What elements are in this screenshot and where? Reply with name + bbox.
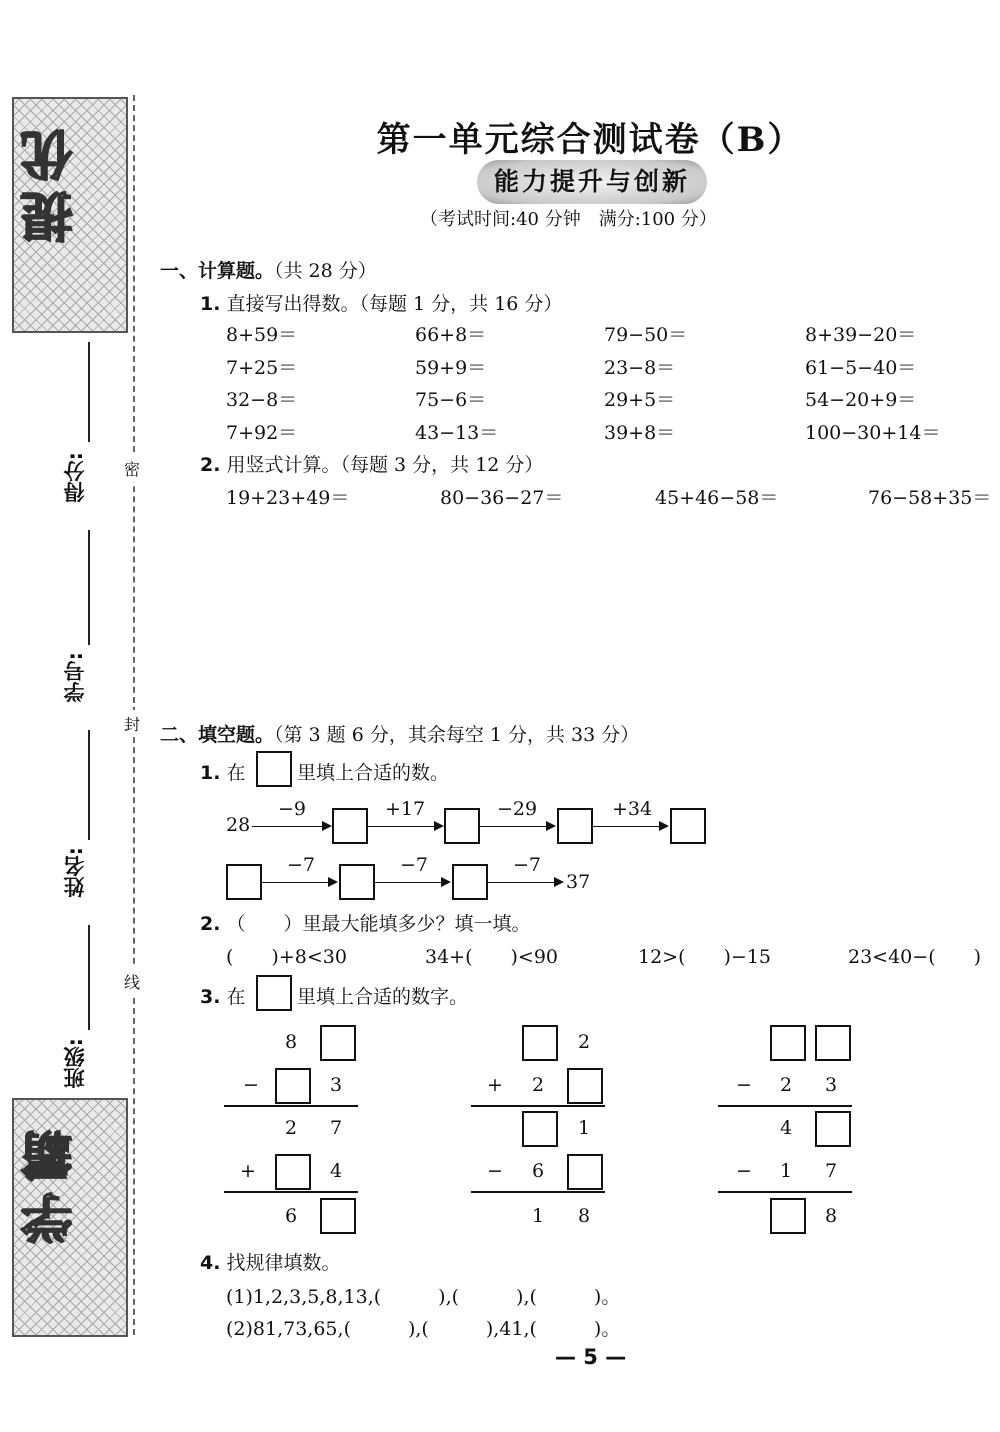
section-1-points: （共 28 分） — [274, 260, 377, 282]
sample-answer-box — [256, 975, 292, 1011]
digit-box[interactable] — [567, 1068, 603, 1104]
s2-q4-text: 找规律填数。 — [226, 1252, 341, 1274]
digit: 2 — [532, 1074, 545, 1096]
digit: 8 — [285, 1031, 298, 1053]
calc-item: 79−50＝ — [604, 324, 688, 346]
answer-box[interactable] — [332, 808, 368, 844]
chain2-end: 37 — [566, 871, 591, 893]
calc-item: 75−6＝ — [415, 389, 487, 411]
digit: 8 — [578, 1205, 591, 1227]
digit: 1 — [780, 1160, 793, 1182]
vertical-calc-item: 80−36−27＝ — [440, 487, 564, 509]
calc-item: 59+9＝ — [415, 357, 487, 379]
s2-q4-num: 4. — [200, 1252, 221, 1274]
chain1-start: 28 — [226, 814, 251, 836]
calc-item: 7+25＝ — [226, 357, 298, 379]
digit-box[interactable] — [320, 1198, 356, 1234]
chain-op: +34 — [612, 798, 653, 820]
seal-char-feng: 封 — [124, 710, 140, 737]
calc-item: 39+8＝ — [604, 422, 676, 444]
chain-arrow — [486, 882, 562, 883]
s2-q4-prompt — [200, 1248, 341, 1275]
badge-bottom-text: 学霸 — [22, 1120, 82, 1244]
calc-item: 8+39−20＝ — [805, 324, 917, 346]
digit: 2 — [780, 1074, 793, 1096]
calc-item: 100−30+14＝ — [805, 422, 941, 444]
s2-q1-prompt — [200, 758, 246, 785]
s2-q3-prompt — [200, 982, 246, 1009]
digit-box[interactable] — [320, 1025, 356, 1061]
digit-box[interactable] — [770, 1198, 806, 1234]
student-id-field-line[interactable] — [88, 730, 90, 840]
digit: 3 — [825, 1074, 838, 1096]
section-2-heading — [160, 720, 639, 747]
chain-op: −29 — [497, 798, 538, 820]
s1-q1-text: 直接写出得数。（每题 1 分，共 16 分） — [226, 293, 563, 315]
s2-q1-text-before: 在 — [226, 762, 246, 784]
inequality-item: 12>( )−15 — [638, 946, 772, 968]
score-label: 得分: — [63, 452, 87, 503]
s2-q1-num: 1. — [200, 762, 221, 784]
calc-item: 32−8＝ — [226, 389, 298, 411]
s1-q2-text: 用竖式计算。（每题 3 分，共 12 分） — [226, 454, 544, 476]
name-label: 姓名: — [63, 847, 87, 898]
digit-box[interactable] — [770, 1025, 806, 1061]
score-field-line[interactable] — [88, 530, 90, 645]
vertical-calc-item: 45+46−58＝ — [655, 487, 779, 509]
vertical-calc-item: 76−58+35＝ — [868, 487, 992, 509]
section-1-heading — [160, 256, 377, 283]
digit: 1 — [578, 1117, 591, 1139]
digit-box[interactable] — [815, 1025, 851, 1061]
sum-line — [718, 1191, 852, 1193]
chain-arrow — [252, 826, 330, 827]
s2-q2-text: （ ）里最大能填多少？填一填。 — [226, 913, 531, 935]
operator: − — [243, 1074, 259, 1096]
s2-q3-num: 3. — [200, 986, 221, 1008]
seal-char-xian: 线 — [124, 968, 140, 995]
digit: 3 — [330, 1074, 343, 1096]
name-field-line[interactable] — [88, 925, 90, 1030]
sum-line — [224, 1191, 358, 1193]
subtitle-banner: 能力提升与创新 — [477, 160, 707, 204]
sum-line — [471, 1191, 605, 1193]
s1-q1-num: 1. — [200, 293, 221, 315]
sum-line — [224, 1105, 358, 1107]
calc-item: 61−5−40＝ — [805, 357, 917, 379]
calc-item: 66+8＝ — [415, 324, 487, 346]
calc-item: 43−13＝ — [415, 422, 499, 444]
class-label: 班级: — [63, 1038, 87, 1089]
section-1-title: 一、计算题。 — [160, 260, 275, 282]
digit: 4 — [780, 1117, 793, 1139]
operator: + — [487, 1074, 503, 1096]
digit: 6 — [532, 1160, 545, 1182]
inequality-item: 23<40−( ) — [848, 946, 982, 968]
answer-box[interactable] — [557, 808, 593, 844]
chain-arrow — [366, 826, 442, 827]
chain-op: −7 — [287, 854, 316, 876]
calc-item: 54−20+9＝ — [805, 389, 917, 411]
score-underline — [88, 342, 90, 442]
section-2-points: （第 3 题 6 分，其余每空 1 分，共 33 分） — [274, 724, 640, 746]
digit: 6 — [285, 1205, 298, 1227]
digit-box[interactable] — [522, 1025, 558, 1061]
chain-arrow — [478, 826, 554, 827]
digit: 2 — [578, 1031, 591, 1053]
digit: 8 — [825, 1205, 838, 1227]
answer-box[interactable] — [226, 864, 262, 900]
s1-q2-num: 2. — [200, 454, 221, 476]
digit-box[interactable] — [275, 1154, 311, 1190]
operator: − — [736, 1074, 752, 1096]
answer-box[interactable] — [452, 864, 488, 900]
chain-arrow — [591, 826, 667, 827]
student-id-label: 学号: — [63, 652, 87, 703]
answer-box[interactable] — [670, 808, 706, 844]
inequality-item: ( )+8<30 — [226, 946, 347, 968]
digit: 7 — [825, 1160, 838, 1182]
operator: − — [487, 1160, 503, 1182]
badge-top-text: 提优 — [22, 119, 82, 243]
s2-q3-text-after: 里填上合适的数字。 — [297, 986, 469, 1008]
digit-box[interactable] — [567, 1154, 603, 1190]
inequality-item: 34+( )<90 — [425, 946, 559, 968]
calc-item: 23−8＝ — [604, 357, 676, 379]
digit: 7 — [330, 1117, 343, 1139]
exam-info: （考试时间:40 分钟 满分:100 分） — [420, 209, 717, 230]
digit: 2 — [285, 1117, 298, 1139]
answer-box[interactable] — [444, 808, 480, 844]
calc-item: 29+5＝ — [604, 389, 676, 411]
section-2-title: 二、填空题。 — [160, 724, 275, 746]
digit: 4 — [330, 1160, 343, 1182]
page-number: — 5 — — [555, 1345, 627, 1369]
s2-q3-text-before: 在 — [226, 986, 246, 1008]
calc-item: 7+92＝ — [226, 422, 298, 444]
operator: − — [736, 1160, 752, 1182]
s2-q2-prompt — [200, 909, 531, 936]
seal-char-mi: 密 — [124, 455, 140, 482]
sum-line — [718, 1105, 852, 1107]
badge-bottom — [12, 1098, 128, 1337]
calc-item: 8+59＝ — [226, 324, 298, 346]
page-title: 第一单元综合测试卷（B） — [376, 120, 804, 160]
sequence-item: (1)1,2,3,5,8,13,( ),( ),( )。 — [226, 1286, 621, 1308]
chain-arrow — [373, 882, 449, 883]
digit: 1 — [532, 1205, 545, 1227]
chain-arrow — [260, 882, 336, 883]
digit-box[interactable] — [275, 1068, 311, 1104]
chain-op: +17 — [385, 798, 426, 820]
chain-op: −7 — [400, 854, 429, 876]
chain-op: −9 — [278, 798, 307, 820]
vertical-calc-item: 19+23+49＝ — [226, 487, 350, 509]
digit-box[interactable] — [522, 1111, 558, 1147]
s1-q1-prompt — [200, 289, 562, 316]
sum-line — [471, 1105, 605, 1107]
s1-q2-prompt — [200, 450, 543, 477]
digit-box[interactable] — [815, 1111, 851, 1147]
s2-q1-text-after: 里填上合适的数。 — [297, 762, 450, 784]
sample-answer-box — [256, 751, 292, 787]
sequence-item: (2)81,73,65,( ),( ),41,( )。 — [226, 1318, 621, 1340]
operator: + — [240, 1160, 256, 1182]
answer-box[interactable] — [339, 864, 375, 900]
chain-op: −7 — [513, 854, 542, 876]
s2-q2-num: 2. — [200, 913, 221, 935]
